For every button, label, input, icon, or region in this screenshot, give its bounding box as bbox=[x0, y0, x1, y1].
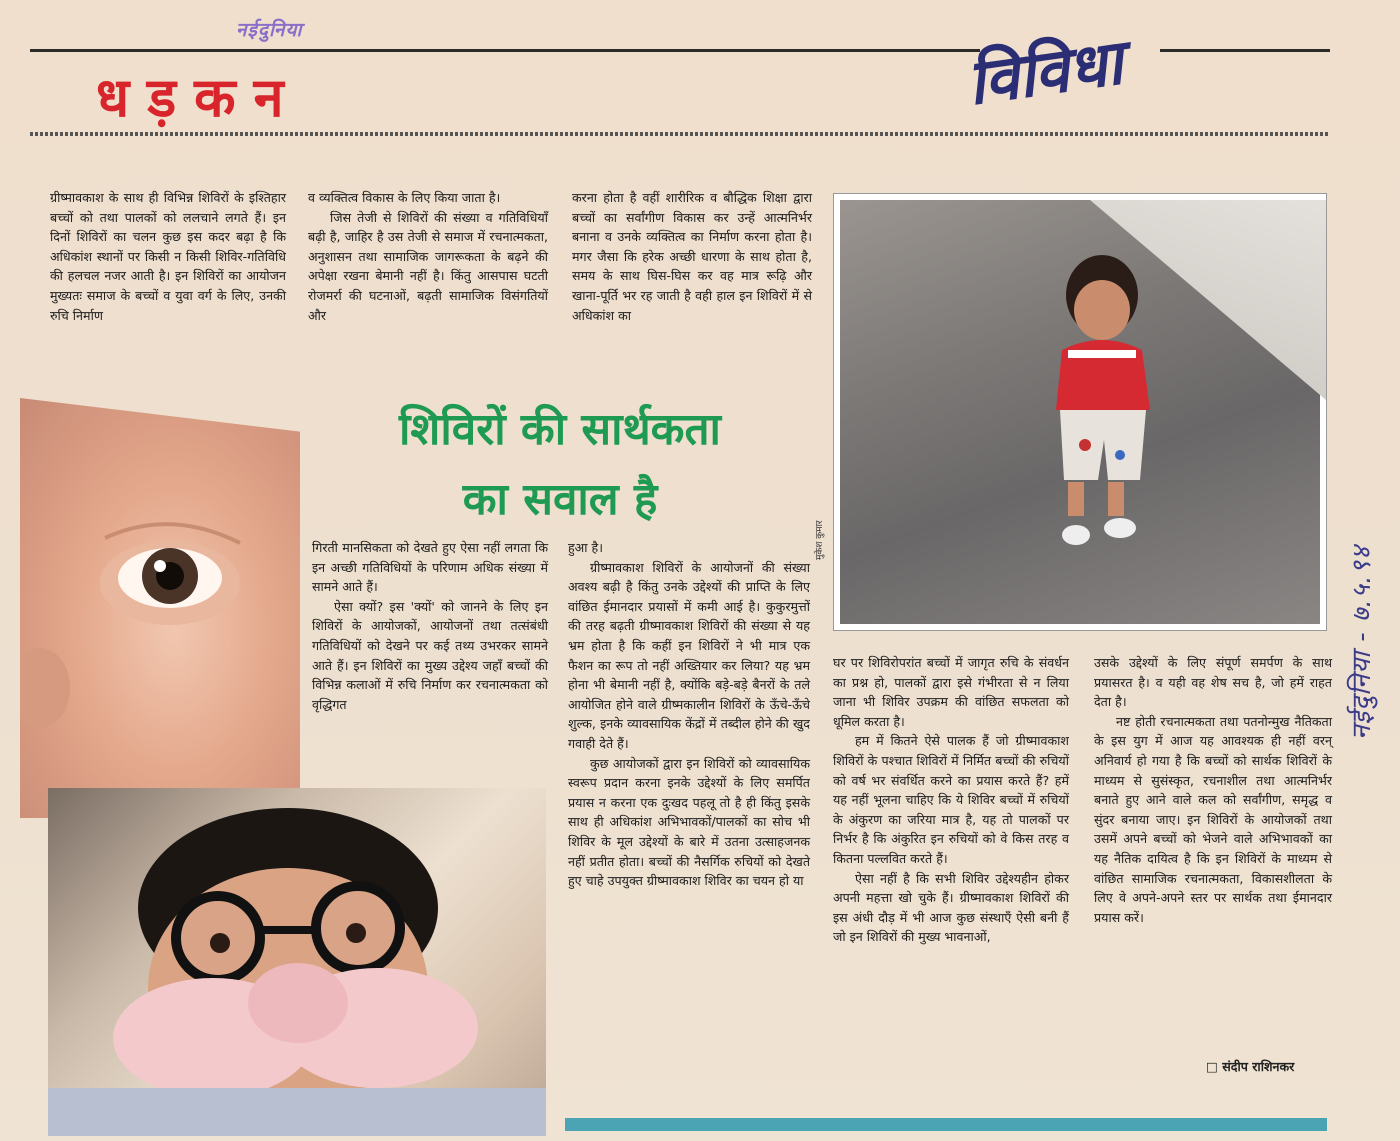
section-title-right: विविधा bbox=[962, 25, 1127, 120]
column-3-top bbox=[572, 188, 812, 325]
paragraph: गिरती मानसिकता को देखते हुए ऐसा नहीं लगता कि इन अच्छी गतिविधियों के परिणाम अधिक संख्या में सामने आते हैं। bbox=[312, 540, 548, 595]
column-2-top bbox=[308, 188, 548, 325]
column-5 bbox=[1094, 653, 1332, 927]
paragraph: उसके उद्देश्यों के लिए संपूर्ण समर्पण के साथ प्रयासरत है। व यही वह शेष सच है, जो हमें राहत देता है। bbox=[1094, 655, 1332, 710]
top-rule bbox=[30, 49, 980, 52]
paragraph: घर पर शिविरोपरांत बच्चों में जागृत रुचि के संवर्धन का प्रश्न हो, पालकों द्वारा इसे गंभीरता से न लिया जाना भी शिविर उपक्रम की वांछित सफलता को धूमिल करता है। bbox=[833, 655, 1069, 729]
dotted-divider bbox=[30, 132, 1330, 136]
photo-credit: मुकेश कुमार bbox=[815, 520, 825, 560]
column-3-bottom bbox=[568, 538, 810, 891]
headline-line-2: का सवाल है bbox=[462, 474, 658, 525]
masthead: नईदुनिया bbox=[236, 19, 303, 41]
paragraph: नष्ट होती रचनात्मकता तथा पतनोन्मुख नैतिकता के इस युग में आज यह आवश्यक ही नहीं वरन् अनिवार्य हो गया है कि बच्चों को सार्थक शिविरों के माध्यम से सुसंस्कृत, रचनाशील तथा आत्मनिर्भर बनाते हुए आने वाले कल को सर्वांगीण, समृद्ध व सुंदर बनाया जाए। इन शिविरों के आयोजकों तथा उसमें अपने बच्चों को भेजने वाले अभिभावकों का यह नैतिक दायित्व है कि इन शिविरों के माध्यम से वांछित सामाजिक रचनात्मकता, विकासशीलता के लिए वे अपने-अपने स्तर पर सार्थक तथा ईमानदार प्रयास करें। bbox=[1094, 713, 1332, 925]
byline: □ संदीप राशिनकर bbox=[1206, 1059, 1295, 1074]
toddler-photo bbox=[833, 193, 1327, 631]
paragraph: ऐसा क्यों? इस 'क्यों' को जानने के लिए इन शिविरों के आयोजकों, आयोजनों तथा तत्संबंधी गतिविधियों को देखने पर कई तथ्य उभरकर सामने आते हैं। इन शिविरों का मुख्य उद्देश्य जहाँ बच्चों की विभिन्न कलाओं में रुचि निर्माण कर रचनात्मकता को वृद्धिगत bbox=[312, 598, 548, 712]
column-4 bbox=[833, 653, 1069, 947]
section-title: धड़कन bbox=[96, 66, 302, 129]
baby-face-photo bbox=[20, 398, 300, 818]
bottom-accent-bar bbox=[565, 1118, 1327, 1131]
baby-face-illustration bbox=[20, 398, 300, 818]
top-rule-right bbox=[1160, 49, 1330, 52]
headline-line-1: शिविरों की सार्थकता bbox=[399, 404, 721, 455]
paragraph: हम में कितने ऐसे पालक हैं जो ग्रीष्मावकाश शिविरों के पश्चात शिविरों में निर्मित बच्चों की रुचियों को वर्ष भर संवर्धित करने का प्रयास करते हैं? हमें यह नहीं भूलना चाहिए कि ये शिविर बच्चों में रुचियों के अंकुरण का जरिया मात्र है, यह तो पालकों पर निर्भर है कि अंकुरित इन रुचियों को वे किस तरह व कितना पल्लवित करते हैं। bbox=[833, 733, 1069, 866]
column-1-top bbox=[50, 188, 286, 325]
paragraph: जिस तेजी से शिविरों की संख्या व गतिविधियाँ बढ़ी है, जाहिर है उस तेजी से समाज में रचनात्मकता, अनुशासन तथा सामाजिक जागरूकता के बढ़ने की अपेक्षा रखना बेमानी नहीं है। किंतु आसपास घटती रोजमर्रा की घटनाओं, बढ़ती सामाजिक विसंगतियों और bbox=[308, 209, 548, 323]
handwritten-date-note: नईदुनिया - ७.५.९४ bbox=[1347, 545, 1377, 740]
paragraph: हुआ है। bbox=[568, 540, 604, 555]
toddler-illustration bbox=[840, 200, 1320, 624]
child-with-glasses-photo bbox=[48, 788, 546, 1136]
paragraph: कुछ आयोजकों द्वारा इन शिविरों को व्यावसायिक स्वरूप प्रदान करना इनके उद्देश्यों के लिए समर्पित प्रयास न करना एक दुःखद पहलू तो है ही किंतु इसके साथ ही अधिकांश अभिभावकों/पालकों का सोच भी शिविर के मूल उद्देश्यों के बारे में उतना उत्साहजनक नहीं प्रतीत होता। बच्चों की नैसर्गिक रुचियों को देखते हुए चाहे उपयुक्त ग्रीष्मावकाश शिविर का चयन हो या bbox=[568, 755, 810, 889]
photo-background bbox=[840, 200, 1320, 624]
paragraph: करना होता है वहीं शारीरिक व बौद्धिक शिक्षा द्वारा बच्चों का सर्वांगीण विकास कर उन्हें आत्मनिर्भर बनाना व उनके व्यक्तित्व का निर्माण करना होता है। मगर जैसा कि हरेक अच्छी धारणा के साथ होता है, समय के साथ घिस-घिस कर वह मात्र रूढ़ि और खाना-पूर्ति भर रह जाती है वही हाल इन शिविरों में से अधिकांश का bbox=[572, 190, 812, 323]
child-with-glasses-illustration bbox=[48, 788, 546, 1136]
paragraph: ऐसा नहीं है कि सभी शिविर उद्देश्यहीन होकर अपनी महत्ता खो चुके हैं। ग्रीष्मावकाश शिविरों की इस अंधी दौड़ में भी आज कुछ संस्थाएँ ऐसी बनी हैं जो इन शिविरों की मुख्य भावनाओं, bbox=[833, 870, 1069, 945]
paragraph: व व्यक्तित्व विकास के लिए किया जाता है। bbox=[308, 190, 501, 205]
paragraph: ग्रीष्मावकाश शिविरों के आयोजनों की संख्या अवश्य बढ़ी है किंतु उनके उद्देश्यों की प्राप्ति के लिए वांछित ईमानदार प्रयासों में कमी आई है। कुकुरमुत्तों की तरह बढ़ती ग्रीष्मावकाश शिविरों की संख्या से यह भ्रम होता है कि कहीं इन शिविरों ने भी मात्र एक फैशन का रूप तो नहीं अख्तियार कर लिया? यह भ्रम होना भी बेमानी नहीं है, क्योंकि बड़े-बड़े बैनरों के तले आयोजित होने वाले ग्रीष्मकालीन शिविरों के ऊँचे-ऊँचे शुल्क, इनके व्यावसायिक केंद्रों में तब्दील होने की खुद गवाही देते हैं। bbox=[568, 559, 810, 751]
article-intro: ग्रीष्मावकाश के साथ ही विभिन्न शिविरों के इश्तिहार बच्चों को तथा पालकों को ललचाने लगते हैं। इन दिनों शिविरों का चलन कुछ इस कदर बढ़ा है कि अधिकांश स्थानों पर किसी न किसी शिविर-गतिविधि की हलचल नजर आती है। इन शिविरों का आयोजन मुख्यतः समाज के बच्चों व युवा वर्ग के लिए, उनकी रुचि निर्माण bbox=[50, 190, 286, 323]
headline bbox=[300, 395, 820, 535]
column-2-bottom bbox=[312, 538, 548, 714]
